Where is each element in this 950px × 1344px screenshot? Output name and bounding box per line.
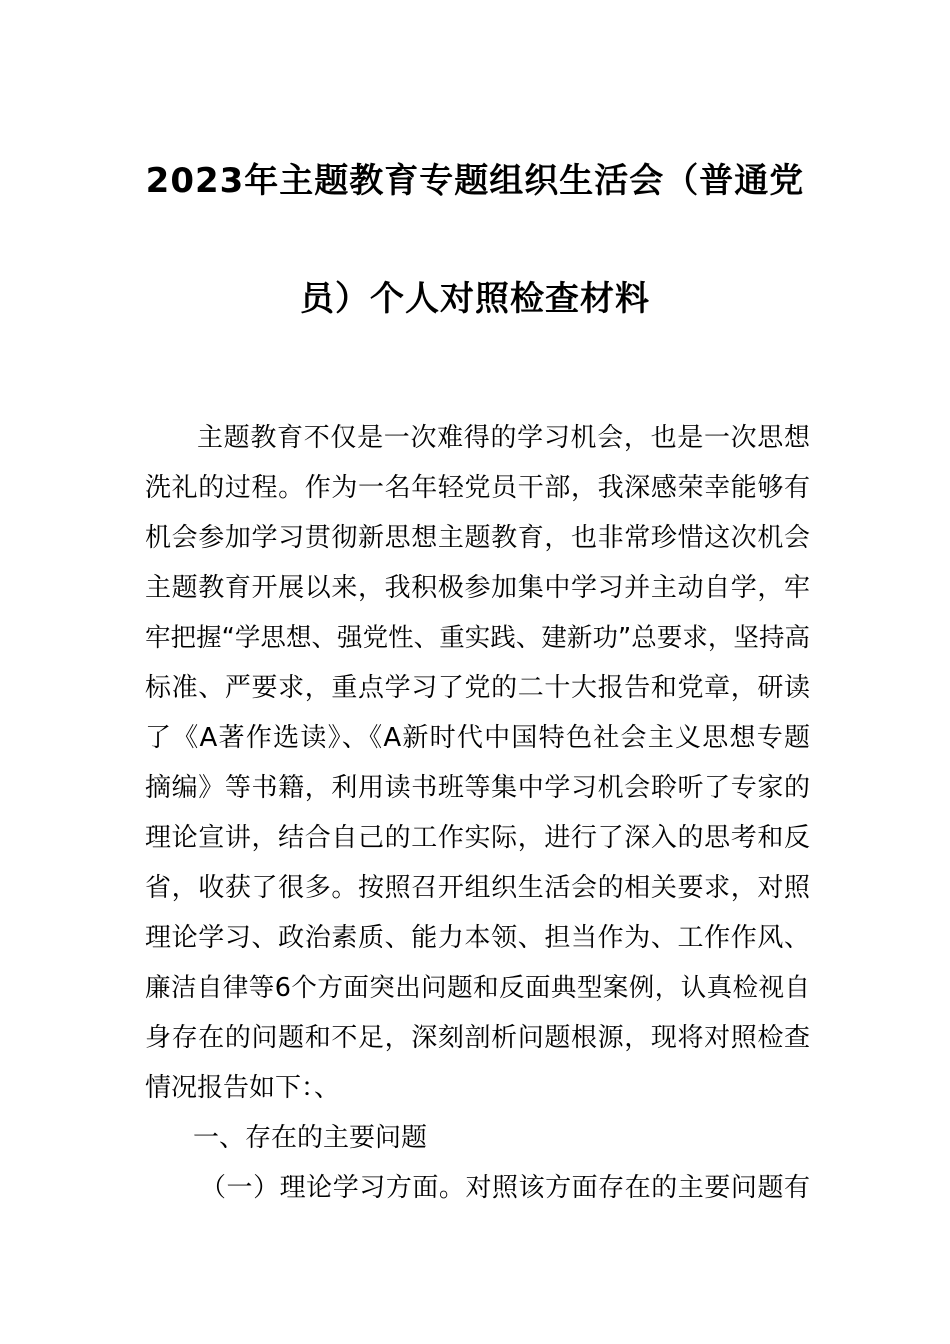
paragraph-line: 理论学习、政治素质、能力本领、担当作为、工作作风、 bbox=[145, 923, 810, 953]
paragraph-line: 主题教育开展以来，我积极参加集中学习并主动自学，牢 bbox=[145, 573, 810, 603]
paragraph-line: 标准、严要求，重点学习了党的二十大报告和党章，研读 bbox=[145, 673, 810, 703]
paragraph-line: 牢把握“学思想、强党性、重实践、建新功”总要求，坚持高 bbox=[145, 623, 810, 653]
paragraph-line: 省，收获了很多。按照召开组织生活会的相关要求，对照 bbox=[145, 873, 810, 903]
section-heading: 一、存在的主要问题 bbox=[193, 1123, 428, 1153]
paragraph-line: 洗礼的过程。作为一名年轻党员干部，我深感荣幸能够有 bbox=[145, 473, 810, 503]
paragraph-line: 主题教育不仅是一次难得的学习机会，也是一次思想 bbox=[197, 423, 810, 453]
document-title-line-2: 员）个人对照检查材料 bbox=[300, 279, 650, 319]
paragraph-line: 身存在的问题和不足，深刻剖析问题根源，现将对照检查 bbox=[145, 1023, 810, 1053]
paragraph-line: 机会参加学习贯彻新思想主题教育，也非常珍惜这次机会 bbox=[145, 523, 810, 553]
paragraph-line: 情况报告如下：、 bbox=[145, 1073, 341, 1103]
paragraph-line: 了《A著作选读》、《A新时代中国特色社会主义思想专题 bbox=[145, 723, 810, 753]
paragraph-line: 廉洁自律等6个方面突出问题和反面典型案例，认真检视自 bbox=[145, 973, 810, 1003]
document-title-line-1: 2023年主题教育专题组织生活会（普通党 bbox=[145, 161, 805, 201]
subsection-line: （一）理论学习方面。对照该方面存在的主要问题有 bbox=[200, 1173, 810, 1203]
paragraph-line: 摘编》等书籍，利用读书班等集中学习机会聆听了专家的 bbox=[145, 773, 810, 803]
paragraph-line: 理论宣讲，结合自己的工作实际，进行了深入的思考和反 bbox=[145, 823, 810, 853]
